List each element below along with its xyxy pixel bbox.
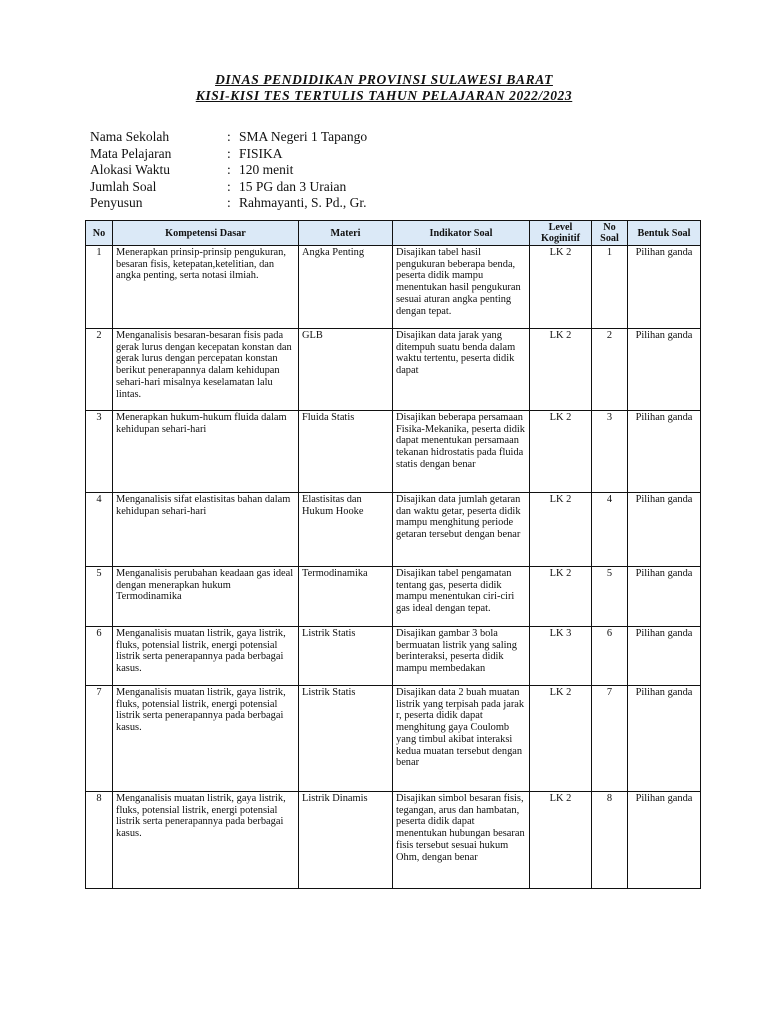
header-indikator-soal: Indikator Soal (393, 221, 530, 246)
cell-no: 8 (86, 792, 113, 889)
cell-indikator: Disajikan tabel hasil pengukuran beberapa benda, peserta didik mampu menentukan hasil pengukuran sesuai aturan angka penting dengan tepat. (393, 246, 530, 329)
cell-bentuk-soal: Pilihan ganda (628, 493, 701, 567)
cell-materi: Listrik Dinamis (299, 792, 393, 889)
header-level-kognitif: Level Koginitif (530, 221, 592, 246)
cell-indikator: Disajikan data jarak yang ditempuh suatu benda dalam waktu tertentu, peserta didik dapat (393, 329, 530, 411)
title-line-2: KISI-KISI TES TERTULIS TAHUN PELAJARAN 2022/2023 (195, 88, 573, 103)
info-label: Jumlah Soal (90, 178, 157, 194)
table-row (86, 686, 701, 792)
cell-level: LK 3 (530, 627, 592, 686)
cell-level: LK 2 (530, 246, 592, 329)
cell-no: 7 (86, 686, 113, 792)
blueprint-table (85, 220, 701, 889)
info-row-subject (90, 146, 510, 163)
info-label: Penyusun (90, 195, 143, 210)
info-colon: : (227, 162, 231, 177)
cell-level: LK 2 (530, 792, 592, 889)
table-row (86, 493, 701, 567)
info-value: Rahmayanti, S. Pd., Gr. (239, 195, 367, 210)
cell-bentuk-soal: Pilihan ganda (628, 627, 701, 686)
cell-no: 4 (86, 493, 113, 567)
cell-materi: Elastisitas dan Hukum Hooke (299, 493, 393, 567)
info-value: SMA Negeri 1 Tapango (239, 129, 368, 144)
cell-materi: Fluida Statis (299, 411, 393, 493)
cell-kompetensi-dasar: Menerapkan prinsip-prinsip pengukuran, besaran fisis, ketepatan,ketelitian, dan angka penting, serta notasi ilmiah. (113, 246, 299, 329)
cell-indikator: Disajikan beberapa persamaan Fisika-Mekanika, peserta didik dapat menentukan persamaan tekanan hidrostatis pada fluida statis dengan benar (393, 411, 530, 493)
cell-level: LK 2 (530, 411, 592, 493)
cell-kompetensi-dasar: Menganalisis perubahan keadaan gas ideal dengan menerapkan hukum Termodinamika (113, 567, 299, 627)
info-label: Nama Sekolah (90, 129, 170, 144)
info-value: 15 PG dan 3 Uraian (239, 178, 347, 194)
cell-no: 6 (86, 627, 113, 686)
cell-no-soal: 7 (592, 686, 628, 792)
info-colon: : (227, 178, 231, 194)
cell-kompetensi-dasar: Menerapkan hukum-hukum fluida dalam kehidupan sehari-hari (113, 411, 299, 493)
cell-no: 5 (86, 567, 113, 627)
table-row (86, 792, 701, 889)
cell-materi: Termodinamika (299, 567, 393, 627)
cell-level: LK 2 (530, 329, 592, 411)
cell-bentuk-soal: Pilihan ganda (628, 329, 701, 411)
info-row-school (90, 129, 510, 146)
cell-no-soal: 3 (592, 411, 628, 493)
cell-indikator: Disajikan data jumlah getaran dan waktu getar, peserta didik mampu menghitung periode getaran tersebut dengan benar (393, 493, 530, 567)
table-row (86, 246, 701, 329)
cell-no: 1 (86, 246, 113, 329)
cell-indikator: Disajikan simbol besaran fisis, tegangan, arus dan hambatan, peserta didik dapat menentukan hubungan besaran fisis tersebut sesuai hukum Ohm, dengan benar (393, 792, 530, 889)
info-value: FISIKA (239, 145, 283, 161)
cell-materi: Listrik Statis (299, 686, 393, 792)
cell-no-soal: 2 (592, 329, 628, 411)
cell-bentuk-soal: Pilihan ganda (628, 792, 701, 889)
cell-bentuk-soal: Pilihan ganda (628, 411, 701, 493)
info-row-time (90, 162, 510, 179)
cell-no: 2 (86, 329, 113, 411)
cell-kompetensi-dasar: Menganalisis muatan listrik, gaya listrik, fluks, potensial listrik, energi potensial listrik serta penerapannya pada berbagai kasus. (113, 627, 299, 686)
header-materi: Materi (299, 221, 393, 246)
cell-kompetensi-dasar: Menganalisis besaran-besaran fisis pada gerak lurus dengan kecepatan konstan dan gerak lurus dengan percepatan konstan berikut penerapannya dalam kehidupan sehari-hari misalnya keselamatan lalu lintas. (113, 329, 299, 411)
cell-indikator: Disajikan data 2 buah muatan listrik yang terpisah pada jarak r, peserta didik dapat menghitung gaya Coulomb yang timbul akibat interaksi kedua muatan tersebut dengan benar (393, 686, 530, 792)
info-colon: : (227, 129, 231, 144)
header-no-soal: No Soal (592, 221, 628, 246)
table-row (86, 567, 701, 627)
cell-no-soal: 1 (592, 246, 628, 329)
cell-no-soal: 5 (592, 567, 628, 627)
header-kompetensi-dasar: Kompetensi Dasar (113, 221, 299, 246)
info-colon: : (227, 195, 231, 210)
info-label: Alokasi Waktu (90, 162, 171, 177)
document-title (0, 72, 768, 104)
cell-bentuk-soal: Pilihan ganda (628, 246, 701, 329)
cell-kompetensi-dasar: Menganalisis sifat elastisitas bahan dalam kehidupan sehari-hari (113, 493, 299, 567)
cell-kompetensi-dasar: Menganalisis muatan listrik, gaya listrik, fluks, potensial listrik, energi potensial listrik serta penerapannya pada berbagai kasus. (113, 686, 299, 792)
cell-no: 3 (86, 411, 113, 493)
cell-materi: Listrik Statis (299, 627, 393, 686)
table-header-row (86, 221, 701, 246)
title-line-1: DINAS PENDIDIKAN PROVINSI SULAWESI BARAT (215, 72, 553, 87)
info-value: 120 menit (239, 162, 294, 177)
school-info (90, 129, 510, 212)
cell-no-soal: 8 (592, 792, 628, 889)
cell-bentuk-soal: Pilihan ganda (628, 686, 701, 792)
header-no: No (86, 221, 113, 246)
info-label: Mata Pelajaran (90, 145, 172, 161)
table-row (86, 329, 701, 411)
table-row (86, 411, 701, 493)
header-bentuk-soal: Bentuk Soal (628, 221, 701, 246)
cell-bentuk-soal: Pilihan ganda (628, 567, 701, 627)
cell-indikator: Disajikan tabel pengamatan tentang gas, peserta didik mampu menentukan ciri-ciri gas ideal dengan tepat. (393, 567, 530, 627)
info-row-author (90, 195, 510, 212)
cell-level: LK 2 (530, 493, 592, 567)
cell-kompetensi-dasar: Menganalisis muatan listrik, gaya listrik, fluks, potensial listrik, energi potensial listrik serta penerapannya pada berbagai kasus. (113, 792, 299, 889)
cell-materi: GLB (299, 329, 393, 411)
cell-level: LK 2 (530, 567, 592, 627)
table-row (86, 627, 701, 686)
cell-level: LK 2 (530, 686, 592, 792)
cell-indikator: Disajikan gambar 3 bola bermuatan listrik yang saling berinteraksi, peserta didik mampu membedakan (393, 627, 530, 686)
cell-no-soal: 4 (592, 493, 628, 567)
cell-materi: Angka Penting (299, 246, 393, 329)
info-colon: : (227, 145, 231, 161)
cell-no-soal: 6 (592, 627, 628, 686)
info-row-question-count (90, 179, 510, 196)
